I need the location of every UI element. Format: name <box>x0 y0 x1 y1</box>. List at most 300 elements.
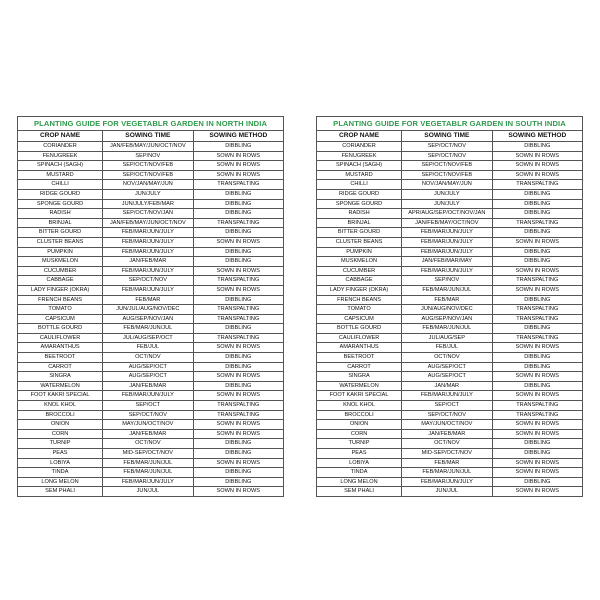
table-row <box>317 477 583 487</box>
sowing-method-cell: TRANSPALTING <box>492 333 582 343</box>
sowing-time-cell: JUL/AUG/SEP <box>402 333 492 343</box>
table-row <box>18 170 284 180</box>
sowing-time-cell: FEB/MAR/JUN/JULY <box>402 247 492 257</box>
sowing-method-cell: TRANSPALTING <box>492 305 582 315</box>
sowing-time-cell: MID-SEP/OCT/NOV <box>402 449 492 459</box>
sowing-method-cell: DIBBLING <box>492 228 582 238</box>
sowing-time-cell: JAN/FEB/MAR <box>103 429 193 439</box>
sowing-time-cell: SEP/OCT/NOV/JAN <box>103 209 193 219</box>
sowing-method-cell: TRANSPALTING <box>492 314 582 324</box>
table-row <box>18 449 284 459</box>
table-row <box>18 189 284 199</box>
sowing-method-cell: DIBBLING <box>193 228 283 238</box>
sowing-method-cell: TRANSPALTING <box>492 410 582 420</box>
sowing-time-cell: FEB/MAR/JUN/JULY <box>402 391 492 401</box>
crop-name-cell: CLUSTER BEANS <box>18 237 103 247</box>
table-row <box>317 362 583 372</box>
crop-name-cell: FENUGREEK <box>18 151 103 161</box>
crop-name-cell: KNOL KHOL <box>18 401 103 411</box>
table-row <box>18 343 284 353</box>
crop-name-cell: CAPSICUM <box>317 314 402 324</box>
table-row <box>18 305 284 315</box>
sowing-method-cell: DIBBLING <box>193 247 283 257</box>
crop-name-cell: RIDGE GOURD <box>18 189 103 199</box>
sowing-method-cell: SOWN IN ROWS <box>492 266 582 276</box>
sowing-time-cell: AUG/SEP/OCT <box>402 362 492 372</box>
crop-name-cell: CUCUMBER <box>317 266 402 276</box>
table-row <box>317 487 583 497</box>
table-row <box>317 257 583 267</box>
table-row <box>317 295 583 305</box>
sowing-time-cell: JUN/JULY <box>402 199 492 209</box>
table-row <box>18 180 284 190</box>
sowing-time-cell: FEB/MAR/JUN/JULY <box>103 266 193 276</box>
sowing-method-cell: DIBBLING <box>492 353 582 363</box>
sowing-method-cell: TRANSPALTING <box>193 333 283 343</box>
crop-name-cell: RADISH <box>317 209 402 219</box>
table-row <box>317 391 583 401</box>
sowing-time-cell: FEB/MAR/JUN/JUL <box>402 468 492 478</box>
sowing-time-cell: JUN/JULY <box>402 189 492 199</box>
sowing-time-cell: SEP/OCT/NOV/FEB <box>402 170 492 180</box>
crop-name-cell: CAULIFLOWER <box>317 333 402 343</box>
crop-name-cell: CARROT <box>317 362 402 372</box>
table-row <box>18 439 284 449</box>
crop-name-cell: TURNIP <box>18 439 103 449</box>
sowing-time-cell: FEB/MAR/JUN/JULY <box>402 237 492 247</box>
crop-name-cell: LONG MELON <box>317 477 402 487</box>
sowing-time-cell: SEP/OCT <box>103 401 193 411</box>
sowing-time-cell: SEP/OCT/NOV <box>103 410 193 420</box>
sowing-method-cell: DIBBLING <box>193 324 283 334</box>
table-row <box>18 477 284 487</box>
table-row <box>317 372 583 382</box>
table-row <box>317 449 583 459</box>
sowing-method-cell: DIBBLING <box>193 199 283 209</box>
table-row <box>18 199 284 209</box>
sowing-time-cell: SEP/OCT/NOV <box>402 151 492 161</box>
sowing-method-cell: SOWN IN ROWS <box>492 429 582 439</box>
crop-name-cell: TINDA <box>18 468 103 478</box>
table-row <box>317 228 583 238</box>
table-row <box>18 209 284 219</box>
sowing-method-cell: SOWN IN ROWS <box>193 458 283 468</box>
sowing-time-cell: JUN/JUL/AUG/NOV/DEC <box>103 305 193 315</box>
table-row <box>18 324 284 334</box>
table-row <box>317 218 583 228</box>
crop-name-cell: PEAS <box>18 449 103 459</box>
north-header-sowing-time: SOWING TIME <box>103 131 193 142</box>
sowing-time-cell: JUN/JULY <box>103 189 193 199</box>
sowing-time-cell: JAN/FEB/MAY/OCT/NOV <box>402 218 492 228</box>
sowing-method-cell: DIBBLING <box>492 189 582 199</box>
sowing-time-cell: OCT/NOV <box>103 353 193 363</box>
sowing-method-cell: SOWN IN ROWS <box>193 170 283 180</box>
sowing-method-cell: DIBBLING <box>492 295 582 305</box>
sowing-method-cell: TRANSPALTING <box>193 276 283 286</box>
sowing-time-cell: AUG/SEP/OCT <box>103 372 193 382</box>
table-row <box>317 170 583 180</box>
table-row <box>317 151 583 161</box>
sowing-time-cell: AUG/SEP/OCT <box>103 362 193 372</box>
sowing-time-cell: OCT/NOV <box>402 353 492 363</box>
table-row <box>317 429 583 439</box>
sowing-method-cell: SOWN IN ROWS <box>193 429 283 439</box>
sowing-method-cell: SOWN IN ROWS <box>193 266 283 276</box>
crop-name-cell: FRENCH BEANS <box>317 295 402 305</box>
sowing-method-cell: TRANSPALTING <box>193 401 283 411</box>
sowing-time-cell: NOV/JAN/MAY/JUN <box>402 180 492 190</box>
sowing-time-cell: JAN/FEB/MAR <box>103 381 193 391</box>
sowing-method-cell: SOWN IN ROWS <box>492 458 582 468</box>
sowing-time-cell: SEP/NOV <box>402 276 492 286</box>
sowing-method-cell: SOWN IN ROWS <box>492 487 582 497</box>
table-row <box>18 247 284 257</box>
crop-name-cell: ONION <box>317 420 402 430</box>
crop-name-cell: TINDA <box>317 468 402 478</box>
crop-name-cell: BITTER GOURD <box>18 228 103 238</box>
table-row <box>18 458 284 468</box>
table-row <box>317 247 583 257</box>
table-row <box>317 324 583 334</box>
sowing-time-cell: FEB/MAR/JUN/JULY <box>103 391 193 401</box>
crop-name-cell: CORN <box>317 429 402 439</box>
crop-name-cell: FENUGREEK <box>317 151 402 161</box>
south-india-guide <box>316 116 583 497</box>
table-row <box>317 161 583 171</box>
crop-name-cell: BOTTLE GOURD <box>18 324 103 334</box>
sowing-method-cell: DIBBLING <box>193 439 283 449</box>
table-row <box>18 218 284 228</box>
table-row <box>18 151 284 161</box>
north-table-title: PLANTING GUIDE FOR VEGETABLR GARDEN IN NORTH INDIA <box>18 117 284 131</box>
sowing-time-cell: FEB/MAR <box>402 458 492 468</box>
sowing-time-cell: AUG/SEP/NOV/JAN <box>103 314 193 324</box>
sowing-time-cell: JAN/FEB/MAR <box>103 257 193 267</box>
sowing-method-cell: SOWN IN ROWS <box>492 151 582 161</box>
sowing-method-cell: DIBBLING <box>492 439 582 449</box>
sowing-method-cell: DIBBLING <box>492 477 582 487</box>
table-row <box>18 372 284 382</box>
sowing-method-cell: DIBBLING <box>193 477 283 487</box>
crop-name-cell: FOOT KAKRI SPECIAL <box>18 391 103 401</box>
sowing-time-cell: JUN/AUG/NOV/DEC <box>402 305 492 315</box>
north-india-guide <box>17 116 284 497</box>
sowing-method-cell: TRANSPALTING <box>492 180 582 190</box>
sowing-method-cell: TRANSPALTING <box>492 276 582 286</box>
table-row <box>317 276 583 286</box>
sowing-method-cell: SOWN IN ROWS <box>193 372 283 382</box>
sowing-time-cell: FEB/JUL <box>103 343 193 353</box>
sowing-method-cell: SOWN IN ROWS <box>193 343 283 353</box>
table-row <box>18 257 284 267</box>
crop-name-cell: AMARANTHUS <box>317 343 402 353</box>
crop-name-cell: CABBAGE <box>18 276 103 286</box>
sowing-method-cell: SOWN IN ROWS <box>492 372 582 382</box>
sowing-method-cell: SOWN IN ROWS <box>492 170 582 180</box>
sowing-method-cell: TRANSPALTING <box>492 401 582 411</box>
crop-name-cell: CORIANDER <box>18 142 103 152</box>
sowing-method-cell: SOWN IN ROWS <box>492 343 582 353</box>
sowing-time-cell: FEB/MAR/JUN/JUL <box>402 324 492 334</box>
crop-name-cell: PEAS <box>317 449 402 459</box>
crop-name-cell: BRINJAL <box>317 218 402 228</box>
sowing-method-cell: TRANSPALTING <box>193 410 283 420</box>
sowing-time-cell: AUG/SEP/NOV/JAN <box>402 314 492 324</box>
sowing-time-cell: SEP/OCT/NOV/FEB <box>103 170 193 180</box>
sowing-time-cell: JAN/MAR <box>402 381 492 391</box>
sowing-method-cell: SOWN IN ROWS <box>193 151 283 161</box>
sowing-method-cell: SOWN IN ROWS <box>492 391 582 401</box>
crop-name-cell: FOOT KAKRI SPECIAL <box>317 391 402 401</box>
sowing-method-cell: DIBBLING <box>193 362 283 372</box>
south-table-body <box>317 142 583 497</box>
sowing-method-cell: DIBBLING <box>193 295 283 305</box>
crop-name-cell: CABBAGE <box>317 276 402 286</box>
crop-name-cell: KNOL KHOL <box>317 401 402 411</box>
crop-name-cell: CARROT <box>18 362 103 372</box>
sowing-time-cell: MAY/JUN/OCT/NOV <box>402 420 492 430</box>
sowing-method-cell: DIBBLING <box>492 209 582 219</box>
sowing-method-cell: DIBBLING <box>492 381 582 391</box>
sowing-time-cell: SEP/OCT/NOV/FEB <box>103 161 193 171</box>
sowing-method-cell: DIBBLING <box>492 247 582 257</box>
sowing-method-cell: SOWN IN ROWS <box>193 487 283 497</box>
south-planting-table <box>316 116 583 497</box>
crop-name-cell: LONG MELON <box>18 477 103 487</box>
sowing-time-cell: FEB/MAR/JUN/JULY <box>103 237 193 247</box>
crop-name-cell: BROCCOLI <box>317 410 402 420</box>
table-row <box>18 362 284 372</box>
sowing-method-cell: DIBBLING <box>193 257 283 267</box>
north-table-body <box>18 142 284 497</box>
table-row <box>317 333 583 343</box>
crop-name-cell: BEETROOT <box>317 353 402 363</box>
sowing-time-cell: AUG/SEP/OCT <box>402 372 492 382</box>
table-row <box>18 487 284 497</box>
sowing-method-cell: SOWN IN ROWS <box>193 285 283 295</box>
sowing-time-cell: JUN/JULY/FEB/MAR <box>103 199 193 209</box>
crop-name-cell: CAPSICUM <box>18 314 103 324</box>
sowing-method-cell: DIBBLING <box>193 209 283 219</box>
crop-name-cell: SINGRA <box>18 372 103 382</box>
crop-name-cell: MUSTARD <box>18 170 103 180</box>
crop-name-cell: TURNIP <box>317 439 402 449</box>
sowing-time-cell: JAN/FEB/MAY/JUN/OCT/NOV <box>103 218 193 228</box>
crop-name-cell: BEETROOT <box>18 353 103 363</box>
south-table-title: PLANTING GUIDE FOR VEGETABLR GARDEN IN SOUTH INDIA <box>317 117 583 131</box>
sowing-time-cell: FEB/MAR <box>103 295 193 305</box>
sowing-method-cell: SOWN IN ROWS <box>193 391 283 401</box>
table-row <box>317 420 583 430</box>
sowing-time-cell: JAN/FEB/MAY/JUN/OCT/NOV <box>103 142 193 152</box>
table-row <box>18 295 284 305</box>
crop-name-cell: RADISH <box>18 209 103 219</box>
sowing-method-cell: DIBBLING <box>492 362 582 372</box>
sowing-method-cell: DIBBLING <box>193 449 283 459</box>
sowing-time-cell: SEP/OCT/NOV <box>402 142 492 152</box>
table-row <box>317 189 583 199</box>
table-row <box>317 209 583 219</box>
sowing-method-cell: SOWN IN ROWS <box>492 161 582 171</box>
sowing-time-cell: JAN/FEB/MAR/MAY <box>402 257 492 267</box>
table-row <box>317 458 583 468</box>
sowing-method-cell: DIBBLING <box>492 142 582 152</box>
crop-name-cell: FRENCH BEANS <box>18 295 103 305</box>
crop-name-cell: CHILLI <box>317 180 402 190</box>
sowing-method-cell: TRANSPALTING <box>492 218 582 228</box>
sowing-time-cell: FEB/JUL <box>402 343 492 353</box>
crop-name-cell: BITTER GOURD <box>317 228 402 238</box>
sowing-method-cell: SOWN IN ROWS <box>492 420 582 430</box>
crop-name-cell: SPINACH (SAGH) <box>317 161 402 171</box>
north-header-sowing-method: SOWING METHOD <box>193 131 283 142</box>
crop-name-cell: BROCCOLI <box>18 410 103 420</box>
crop-name-cell: SEM PHALI <box>317 487 402 497</box>
table-row <box>317 142 583 152</box>
crop-name-cell: AMARANTHUS <box>18 343 103 353</box>
table-row <box>18 420 284 430</box>
north-header-crop-name: CROP NAME <box>18 131 103 142</box>
table-row <box>317 314 583 324</box>
sowing-method-cell: DIBBLING <box>193 381 283 391</box>
sowing-time-cell: FEB/MAR/JUN/JULY <box>103 228 193 238</box>
sowing-method-cell: DIBBLING <box>492 324 582 334</box>
crop-name-cell: MUSKMELON <box>317 257 402 267</box>
table-row <box>18 266 284 276</box>
sowing-time-cell: MAY/JUN/OCT/NOV <box>103 420 193 430</box>
table-row <box>18 161 284 171</box>
sowing-method-cell: SOWN IN ROWS <box>492 237 582 247</box>
south-header-crop-name: CROP NAME <box>317 131 402 142</box>
table-row <box>317 401 583 411</box>
crop-name-cell: TOMATO <box>18 305 103 315</box>
crop-name-cell: CHILLI <box>18 180 103 190</box>
crop-name-cell: LADY FINGER (OKRA) <box>317 285 402 295</box>
north-planting-table <box>17 116 284 497</box>
sowing-time-cell: JUL/AUG/SEP/OCT <box>103 333 193 343</box>
crop-name-cell: LOBIYA <box>317 458 402 468</box>
sowing-method-cell: DIBBLING <box>492 199 582 209</box>
table-row <box>18 237 284 247</box>
crop-name-cell: SINGRA <box>317 372 402 382</box>
table-row <box>317 343 583 353</box>
crop-name-cell: SEM PHALI <box>18 487 103 497</box>
table-row <box>317 468 583 478</box>
sowing-time-cell: OCT/NOV <box>103 439 193 449</box>
sowing-method-cell: DIBBLING <box>193 142 283 152</box>
table-row <box>18 410 284 420</box>
table-row <box>18 142 284 152</box>
sowing-time-cell: FEB/MAR/JUN/JULY <box>103 285 193 295</box>
crop-name-cell: ONION <box>18 420 103 430</box>
crop-name-cell: PUMPKIN <box>317 247 402 257</box>
crop-name-cell: CUCUMBER <box>18 266 103 276</box>
table-row <box>317 285 583 295</box>
sowing-time-cell: FEB/MAR/JUN/JULY <box>103 477 193 487</box>
crop-name-cell: SPINACH (SAGH) <box>18 161 103 171</box>
table-row <box>18 468 284 478</box>
sowing-time-cell: FEB/MAR/JUN/JULY <box>402 477 492 487</box>
table-row <box>18 314 284 324</box>
sowing-time-cell: SEP/NOV <box>103 151 193 161</box>
sowing-time-cell: OCT/NOV <box>402 439 492 449</box>
sowing-method-cell: TRANSPALTING <box>193 305 283 315</box>
crop-name-cell: WATERMELON <box>18 381 103 391</box>
sowing-method-cell: DIBBLING <box>492 449 582 459</box>
sowing-method-cell: DIBBLING <box>492 257 582 267</box>
table-row <box>317 439 583 449</box>
crop-name-cell: LADY FINGER (OKRA) <box>18 285 103 295</box>
sowing-time-cell: FEB/MAR/JUN/JUL <box>103 324 193 334</box>
sowing-time-cell: MID-SEP/OCT/NOV <box>103 449 193 459</box>
south-header-sowing-time: SOWING TIME <box>402 131 492 142</box>
sowing-method-cell: TRANSPALTING <box>193 314 283 324</box>
sowing-time-cell: SEP/OCT <box>402 401 492 411</box>
crop-name-cell: LOBIYA <box>18 458 103 468</box>
sowing-time-cell: FEB/MAR <box>402 295 492 305</box>
crop-name-cell: BOTTLE GOURD <box>317 324 402 334</box>
table-row <box>18 401 284 411</box>
sowing-time-cell: FEB/MAR/JUN/JUL <box>103 458 193 468</box>
table-row <box>18 333 284 343</box>
crop-name-cell: SPONGE GOURD <box>18 199 103 209</box>
sowing-time-cell: NOV/JAN/MAY/JUN <box>103 180 193 190</box>
table-row <box>18 391 284 401</box>
table-row <box>317 180 583 190</box>
table-row <box>18 285 284 295</box>
crop-name-cell: RIDGE GOURD <box>317 189 402 199</box>
table-row <box>317 410 583 420</box>
sowing-method-cell: SOWN IN ROWS <box>492 285 582 295</box>
sowing-method-cell: TRANSPALTING <box>193 218 283 228</box>
table-row <box>18 228 284 238</box>
crop-name-cell: BRINJAL <box>18 218 103 228</box>
table-row <box>317 237 583 247</box>
sowing-time-cell: FEB/MAR/JUN/JUL <box>103 468 193 478</box>
sowing-time-cell: JAN/FEB/MAR <box>402 429 492 439</box>
crop-name-cell: SPONGE GOURD <box>317 199 402 209</box>
sowing-time-cell: FEB/MAR/JUN/JUL <box>402 285 492 295</box>
sowing-time-cell: APR/AUG/SEP/OCT/NOV/JAN <box>402 209 492 219</box>
south-header-sowing-method: SOWING METHOD <box>492 131 582 142</box>
sowing-time-cell: FEB/MAR/JUN/JULY <box>103 247 193 257</box>
sowing-method-cell: DIBBLING <box>193 189 283 199</box>
crop-name-cell: WATERMELON <box>317 381 402 391</box>
sowing-time-cell: JUN/JUL <box>402 487 492 497</box>
table-row <box>317 305 583 315</box>
sowing-time-cell: SEP/OCT/NOV <box>402 410 492 420</box>
crop-name-cell: PUMPKIN <box>18 247 103 257</box>
table-row <box>18 381 284 391</box>
crop-name-cell: CORIANDER <box>317 142 402 152</box>
sowing-time-cell: FEB/MAR/JUN/JULY <box>402 228 492 238</box>
table-row <box>18 353 284 363</box>
table-row <box>18 429 284 439</box>
sowing-method-cell: SOWN IN ROWS <box>193 237 283 247</box>
table-row <box>18 276 284 286</box>
sowing-method-cell: SOWN IN ROWS <box>193 420 283 430</box>
table-row <box>317 381 583 391</box>
sowing-time-cell: SEP/OCT/NOV/FEB <box>402 161 492 171</box>
sowing-time-cell: FEB/MAR/JUN/JULY <box>402 266 492 276</box>
crop-name-cell: TOMATO <box>317 305 402 315</box>
sowing-method-cell: TRANSPALTING <box>193 180 283 190</box>
sowing-time-cell: SEP/OCT/NOV <box>103 276 193 286</box>
crop-name-cell: MUSTARD <box>317 170 402 180</box>
sowing-method-cell: SOWN IN ROWS <box>193 161 283 171</box>
sowing-method-cell: SOWN IN ROWS <box>492 468 582 478</box>
